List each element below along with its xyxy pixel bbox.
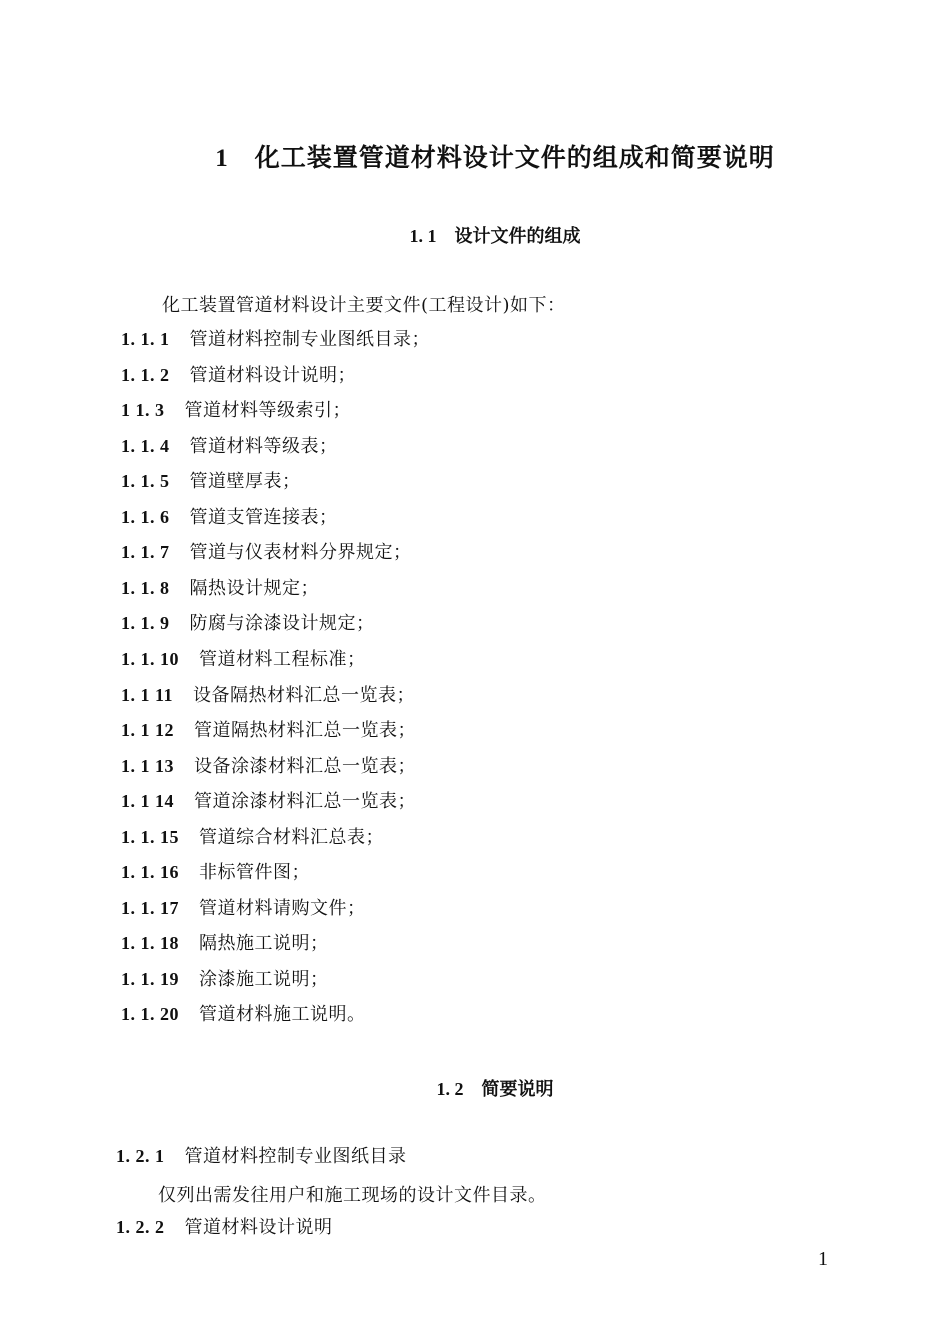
chapter-number: 1 xyxy=(215,145,229,172)
item-number: 1. 1. 5 xyxy=(121,471,170,492)
list-item xyxy=(121,646,366,672)
item-text: 管道与仪表材料分界规定； xyxy=(189,542,412,564)
list-item xyxy=(121,326,430,352)
list-item xyxy=(121,397,351,423)
item-text: 涂漆施工说明； xyxy=(199,968,329,990)
item-text: 设备隔热材料汇总一览表； xyxy=(193,684,416,706)
list-item xyxy=(121,539,412,565)
item-number: 1. 2. 1 xyxy=(116,1146,165,1166)
item-text: 管道材料控制专业图纸目录； xyxy=(189,329,430,350)
item-number: 1. 1 11 xyxy=(121,684,174,705)
list-item xyxy=(121,859,310,885)
item-text: 管道材料等级表； xyxy=(189,435,338,457)
item-number: 1. 1. 10 xyxy=(121,648,179,669)
item-number: 1. 1. 19 xyxy=(121,968,179,989)
list-item xyxy=(121,788,416,814)
item-text: 管道支管连接表； xyxy=(189,506,338,528)
list-item xyxy=(121,717,416,743)
item-text: 管道材料设计说明； xyxy=(189,364,356,386)
item-number: 1. 1. 17 xyxy=(121,897,179,918)
item-text: 设备涂漆材料汇总一览表； xyxy=(194,755,416,777)
item-text: 管道涂漆材料汇总一览表； xyxy=(194,791,416,813)
list-item xyxy=(121,575,319,601)
section-1-1-number: 1. 1 xyxy=(409,226,437,246)
item-number: 1. 1. 6 xyxy=(121,506,170,527)
item-number: 1. 1. 4 xyxy=(121,435,170,456)
list-item xyxy=(121,362,356,388)
item-text: 管道材料设计说明 xyxy=(184,1217,333,1238)
list-item xyxy=(121,504,338,530)
item-number: 1. 1. 8 xyxy=(121,577,170,598)
item-text: 管道壁厚表； xyxy=(189,471,301,493)
section-1-1-title: 设计文件的组成 xyxy=(454,226,581,247)
item-number: 1. 1. 7 xyxy=(121,542,170,563)
item-number: 1. 1. 2 xyxy=(121,364,170,385)
item-number: 1. 1. 9 xyxy=(121,613,170,634)
item-number: 1. 2. 2 xyxy=(116,1217,165,1237)
item-text: 管道综合材料汇总表； xyxy=(199,826,384,848)
item-text: 管道材料请购文件； xyxy=(199,897,366,919)
section-1-2-number: 1. 2 xyxy=(436,1079,464,1099)
item-number: 1 1. 3 xyxy=(121,400,165,421)
item-text: 隔热施工说明； xyxy=(199,933,329,955)
item-number: 1. 1. 15 xyxy=(121,826,179,847)
item-number: 1. 1. 1 xyxy=(121,329,170,349)
item-text: 管道材料工程标准； xyxy=(199,648,366,670)
item-text: 隔热设计规定； xyxy=(189,577,319,599)
item-number: 1. 1 14 xyxy=(121,791,174,812)
item-number: 1. 1. 18 xyxy=(121,933,179,954)
list-item xyxy=(121,966,329,992)
item-text: 管道隔热材料汇总一览表； xyxy=(194,720,416,742)
list-item xyxy=(121,824,384,850)
item-text: 非标管件图； xyxy=(199,862,310,884)
item-number: 1. 1. 16 xyxy=(121,862,179,883)
item-text: 防腐与涂漆设计规定； xyxy=(189,613,375,635)
list-item xyxy=(121,682,415,708)
chapter-title xyxy=(0,138,950,174)
item-1-2-1-description: 仅列出需发往用户和施工现场的设计文件目录。 xyxy=(158,1185,547,1206)
section-1-1-heading xyxy=(0,222,950,248)
list-item xyxy=(121,610,375,636)
list-item-1-2-2 xyxy=(116,1214,333,1240)
section-1-2-title: 简要说明 xyxy=(481,1079,554,1100)
item-number: 1. 1. 20 xyxy=(121,1004,179,1025)
list-item xyxy=(121,468,301,494)
item-number: 1. 1 12 xyxy=(121,720,174,741)
list-item xyxy=(121,1001,366,1027)
item-text: 管道材料施工说明。 xyxy=(199,1004,366,1026)
list-item-1-2-1 xyxy=(116,1143,407,1169)
page-number: 1 xyxy=(818,1248,828,1270)
section-1-2-heading xyxy=(0,1075,950,1101)
chapter-title-text: 化工装置管道材料设计文件的组成和简要说明 xyxy=(254,143,775,172)
list-item xyxy=(121,930,329,956)
list-item xyxy=(121,753,416,779)
list-item xyxy=(121,895,366,921)
item-number: 1. 1 13 xyxy=(121,755,174,776)
item-text: 管道材料控制专业图纸目录 xyxy=(184,1146,407,1167)
list-item xyxy=(121,433,338,459)
item-text: 管道材料等级索引； xyxy=(184,400,351,422)
section-1-1-intro: 化工装置管道材料设计主要文件(工程设计)如下： xyxy=(162,295,566,316)
